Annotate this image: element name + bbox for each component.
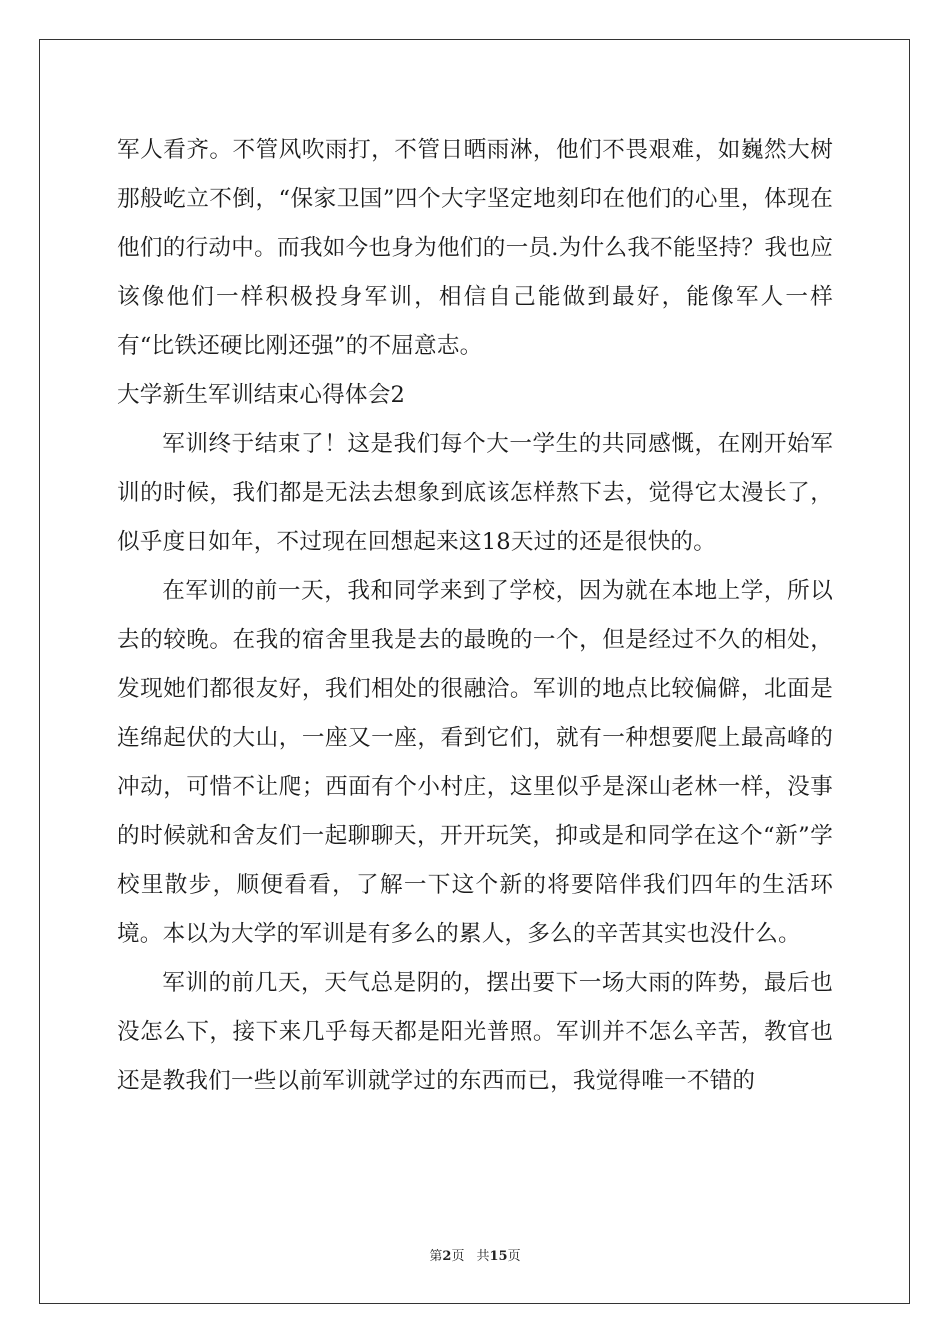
section-heading: 大学新生军训结束心得体会2 (117, 382, 406, 408)
page-number-suffix: 页 (451, 1249, 465, 1264)
paragraph: 在军训的前一天，我和同学来到了学校，因为就在本地上学，所以去的较晚。在我的宿舍里我是去的最晚的一个，但是经过不久的相处，发现她们都很友好，我们相处的很融洽。军训的地点比较偏僻，北面是连绵起伏的大山，一座又一座，看到它们，就有一种想要爬上最高峰的冲动，可惜不让爬；西面有个小村庄，这里似乎是深山老林一样，没事的时候就和舍友们一起聊聊天，开开玩笑，抑或是和同学在这个“新”学校里散步，顺便看看，了解一下这个新的将要陪伴我们四年的生活环境。本以为大学的军训是有多么的累人，多么的辛苦其实也没什么。 (117, 578, 833, 947)
paragraph: 军训的前几天，天气总是阴的，摆出要下一场大雨的阵势，最后也没怎么下，接下来几乎每天都是阳光普照。军训并不怎么辛苦，教官也还是教我们一些以前军训就学过的东西而已，我觉得唯一不错的 (117, 970, 833, 1094)
page-total: 15 (489, 1249, 508, 1264)
paragraph-continued: 军人看齐。不管风吹雨打，不管日晒雨淋，他们不畏艰难，如巍然大树那般屹立不倒，“保家卫国”四个大字坚定地刻印在他们的心里，体现在他们的行动中。而我如今也身为他们的一员.为什么我不能坚持？我也应该像他们一样积极投身军训，相信自己能做到最好，能像军人一样有“比铁还硬比刚还强”的不屈意志。 (117, 137, 833, 359)
paragraph: 军训终于结束了！这是我们每个大一学生的共同感慨，在刚开始军训的时候，我们都是无法去想象到底该怎样熬下去，觉得它太漫长了，似乎度日如年，不过现在回想起来这18天过的还是很快的。 (117, 431, 833, 555)
page-footer (0, 1247, 950, 1267)
page-number-prefix: 第 (429, 1249, 443, 1264)
page-total-prefix: 共 (476, 1249, 490, 1264)
document-body (117, 126, 833, 1106)
page-current: 2 (442, 1249, 452, 1264)
page-total-suffix: 页 (507, 1249, 521, 1264)
